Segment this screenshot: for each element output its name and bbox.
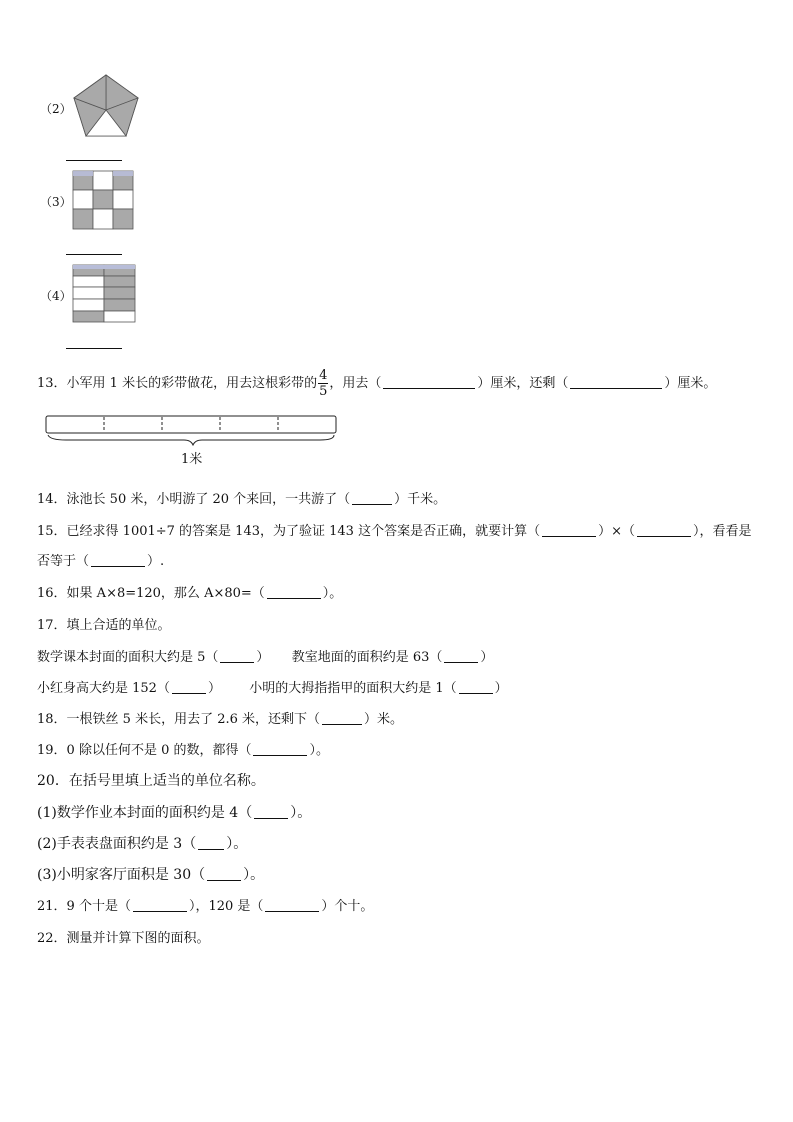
- q17-answer-blank-classroom[interactable]: [444, 649, 478, 663]
- question-20-title: 20．在括号里填上适当的单位名称。: [37, 773, 265, 789]
- question-19: 19．0 除以任何不是 0 的数，都得（ ）。: [37, 743, 329, 758]
- stripe-cell-blank: [73, 299, 104, 311]
- q18-answer-blank[interactable]: [322, 711, 362, 725]
- fraction-four-fifths: [318, 368, 328, 399]
- q15-answer-blank-2[interactable]: [637, 523, 691, 537]
- q17-answer-blank-textbook[interactable]: [220, 649, 254, 663]
- fraction-numerator: 4: [319, 368, 328, 383]
- q13-answer-blank-used[interactable]: [383, 375, 475, 389]
- grid-cell-blank: [113, 190, 133, 209]
- grid-cell-shaded: [93, 190, 113, 209]
- answer-blank-2[interactable]: [66, 160, 122, 161]
- checker-grid-figure: [72, 170, 134, 230]
- q17-answer-blank-thumbnail[interactable]: [459, 680, 493, 694]
- figure-label-4: （4）: [40, 289, 72, 303]
- q20-answer-blank-2[interactable]: [198, 836, 224, 850]
- answer-blank-4[interactable]: [66, 348, 122, 349]
- stripe-cell-blank: [104, 311, 135, 322]
- q20-answer-blank-1[interactable]: [254, 805, 288, 819]
- question-22: 22．测量并计算下图的面积。: [37, 931, 210, 946]
- grid-cell-blank: [93, 171, 113, 190]
- q21-answer-blank-1[interactable]: [133, 898, 187, 912]
- q17-answer-blank-height[interactable]: [172, 680, 206, 694]
- question-17-row-2: 小红身高大约是 152（ ） 小明的大拇指指甲的面积大约是 1（ ）: [37, 681, 508, 696]
- ribbon-brace: [48, 435, 334, 445]
- q13-text: 13．小军用 1 米长的彩带做花，用去这根彩带的: [37, 376, 318, 391]
- q21-answer-blank-2[interactable]: [265, 898, 319, 912]
- figure-label-2: （2）: [40, 102, 72, 116]
- question-16: 16．如果 A×8=120，那么 A×80=（ ）。: [37, 586, 343, 601]
- question-20-part-3: (3)小明家客厅面积是 30（ ）。: [37, 867, 265, 883]
- stripe-cell-shaded: [104, 276, 135, 287]
- q14-answer-blank[interactable]: [352, 491, 392, 505]
- figure-label-3: （3）: [40, 195, 72, 209]
- pentagon-figure: [72, 73, 140, 139]
- question-21: 21．9 个十是（ ），120 是（ ）个十。: [37, 899, 374, 914]
- question-15-line-1: 15．已经求得 1001÷7 的答案是 143，为了验证 143 这个答案是否正确，就要计算（ ）×（ ），看看是: [37, 524, 752, 539]
- q13-answer-blank-remaining[interactable]: [570, 375, 662, 389]
- question-15-line-2: 否等于（ ）.: [37, 554, 165, 569]
- q15-answer-blank-3[interactable]: [91, 553, 145, 567]
- grid-cell-shaded: [113, 209, 133, 229]
- answer-blank-3[interactable]: [66, 254, 122, 255]
- question-20-part-1: (1)数学作业本封面的面积约是 4（ ）。: [37, 805, 312, 821]
- question-17-title: 17．填上合适的单位。: [37, 618, 171, 633]
- question-18: 18．一根铁丝 5 米长，用去了 2.6 米，还剩下（ ）米。: [37, 712, 404, 727]
- stripe-cell-blank: [73, 276, 104, 287]
- q19-answer-blank[interactable]: [253, 742, 307, 756]
- stripe-cell-shaded: [73, 311, 104, 322]
- grid-cell-blank: [73, 190, 93, 209]
- q16-answer-blank[interactable]: [267, 585, 321, 599]
- fraction-denominator: 5: [319, 384, 328, 399]
- question-14: 14．泳池长 50 米，小明游了 20 个来回，一共游了（ ）千米。: [37, 492, 447, 507]
- ribbon-length-label: 1米: [181, 452, 203, 467]
- grid-cell-blank: [93, 209, 113, 229]
- ribbon-bar: [46, 416, 336, 433]
- q20-answer-blank-3[interactable]: [207, 867, 241, 881]
- ribbon-diagram: [44, 414, 340, 446]
- grid-cell-shaded: [73, 209, 93, 229]
- stripe-cell-shaded: [104, 287, 135, 299]
- question-17-row-1: 数学课本封面的面积大约是 5（ ） 教室地面的面积约是 63（ ）: [37, 650, 494, 665]
- question-20-part-2: (2)手表表盘面积约是 3（ ）。: [37, 836, 248, 852]
- striped-rectangle-figure: [72, 264, 136, 324]
- question-13: 13．小军用 1 米长的彩带做花，用去这根彩带的 $\frac{4}{5}$ ，用去（ ）厘米，还剩（ ）厘米。: [37, 368, 717, 399]
- q15-answer-blank-1[interactable]: [542, 523, 596, 537]
- stripe-cell-blank: [73, 287, 104, 299]
- stripe-cell-shaded: [104, 299, 135, 311]
